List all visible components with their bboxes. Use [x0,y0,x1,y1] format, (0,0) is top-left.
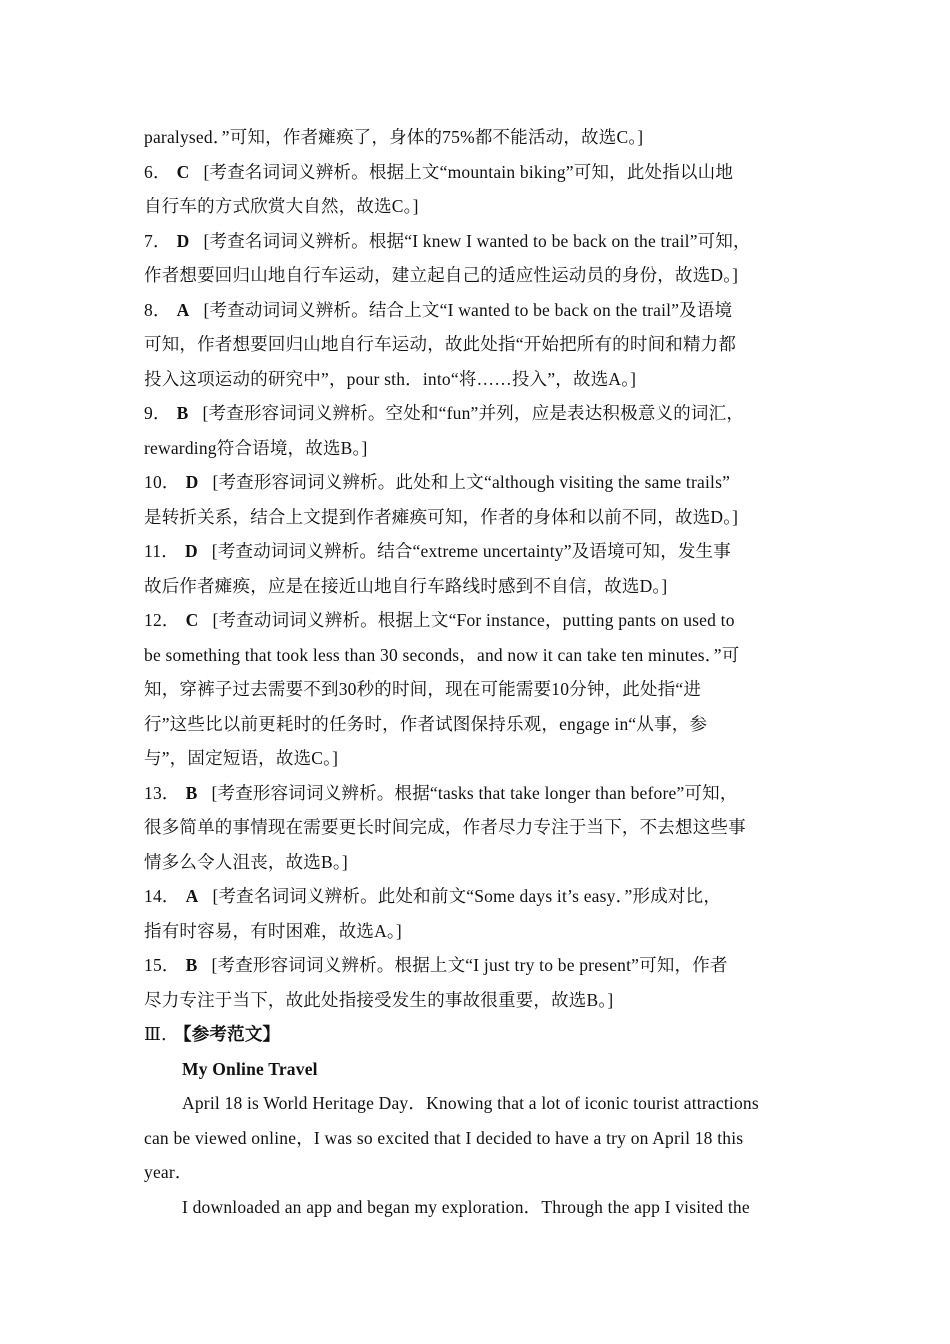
essay-paragraph-1-line-1: April 18 is World Heritage Day．Knowing that a lot of iconic tourist attractions [182,1093,759,1113]
answer-letter: C [185,610,199,630]
answer-letter: C [176,161,190,182]
answer-number: 12． [144,610,180,630]
answer-12-line-1 [144,603,808,638]
essay-paragraph-1-line-3: year． [144,1162,193,1182]
explanation-text: [考查名词词义辨析。根据上文“mountain biking”可知，此处指以山地 [203,161,734,182]
answer-12-line-2: be something that took less than 30 seconds，and now it can take ten minutes．”可 [144,644,740,665]
section-numeral: Ⅲ． [144,1024,179,1044]
explanation-text: [考查形容词词义辨析。此处和上文“although visiting the same trails” [212,472,731,492]
answer-7-line-2: 作者想要回归山地自行车运动，建立起自己的适应性运动员的身份，故选D。] [144,265,739,285]
explanation-text: [考查动词词义辨析。结合“extreme uncertainty”及语境可知，发生事 [211,541,732,561]
explanation-text: [考查动词词义辨析。结合上文“I wanted to be back on the trail”及语境 [203,299,733,320]
answer-number: 10． [144,472,180,492]
answer-number: 7． [144,230,171,251]
answer-letter: D [185,472,199,492]
answer-8-line-1 [144,293,808,328]
answer-7-line-1 [144,224,808,259]
answer-letter: D [176,230,190,251]
essay-paragraph-1-line-2: can be viewed online，I was so excited that I decided to have a try on April 18 this [144,1127,744,1148]
answer-letter: A [185,886,199,906]
explanation-text: [考查形容词词义辨析。根据上文“I just try to be present”可知，作者 [211,955,728,975]
answer-number: 13． [144,782,180,803]
explanation-text: [考查动词词义辨析。根据上文“For instance，putting pants on used to [212,610,735,630]
explanation-text: [考查形容词词义辨析。空处和“fun”并列，应是表达积极意义的词汇， [202,403,745,423]
answer-8-line-2: 可知，作者想要回归山地自行车运动，故此处指“开始把所有的时间和精力都 [144,334,737,354]
answer-letter: B [176,403,189,423]
answer-12-line-5: 与”，固定短语，故选C。] [144,748,339,768]
answer-9-line-1 [144,396,808,431]
answer-13-line-1 [144,776,808,811]
answer-letter: A [176,299,190,320]
answer-10-line-1 [144,465,808,500]
answer-11-line-1 [144,534,808,569]
answer-number: 15． [144,955,180,975]
answer-15-line-1 [144,948,808,983]
answer-8-line-3: 投入这项运动的研究中”，pour sth．into“将……投入”，故选A。] [144,368,637,389]
answer-number: 6． [144,161,171,182]
answer-number: 14． [144,886,180,906]
answer-5-continuation: paralysed．”可知，作者瘫痪了，身体的75%都不能活动，故选C。] [144,127,644,147]
answer-number: 8． [144,299,171,320]
answer-6-line-1 [144,155,808,190]
section-heading [144,1017,808,1052]
answer-14-line-2: 指有时容易，有时困难，故选A。] [144,920,402,941]
answer-6-line-2: 自行车的方式欣赏大自然，故选C。] [144,196,419,216]
explanation-text: [考查形容词词义辨析。根据“tasks that take longer than before”可知， [211,782,738,803]
explanation-text: [考查名词词义辨析。根据“I knew I wanted to be back on the trail”可知， [203,230,751,251]
document-page [144,120,808,1224]
essay-paragraph-2-line-1: I downloaded an app and began my exploration．Through the app I visited the [182,1196,750,1217]
answer-number: 11． [144,541,179,561]
answer-letter: B [185,955,198,975]
answer-12-line-4: 行”这些比以前更耗时的任务时，作者试图保持乐观，engage in“从事，参 [144,713,708,734]
answer-9-line-2: rewarding符合语境，故选B。] [144,437,368,458]
answer-12-line-3: 知，穿裤子过去需要不到30秒的时间，现在可能需要10分钟，此处指“进 [144,679,702,699]
answer-number: 9． [144,403,171,423]
answer-15-line-2: 尽力专注于当下，故此处指接受发生的事故很重要，故选B。] [144,989,614,1010]
answer-letter: D [184,541,198,561]
answer-11-line-2: 故后作者瘫痪，应是在接近山地自行车路线时感到不自信，故选D。] [144,575,668,596]
answer-13-line-2: 很多简单的事情现在需要更长时间完成，作者尽力专注于当下，不去想这些事 [144,817,746,837]
section-label: 【参考范文】 [182,1024,281,1044]
answer-13-line-3: 情多么令人沮丧，故选B。] [144,851,348,872]
explanation-text: [考查名词词义辨析。此处和前文“Some days it’s easy．”形成对比， [212,886,722,906]
essay-title: My Online Travel [182,1058,318,1079]
answer-letter: B [185,782,198,803]
answer-10-line-2: 是转折关系，结合上文提到作者瘫痪可知，作者的身体和以前不同，故选D。] [144,506,739,527]
answer-14-line-1 [144,879,808,914]
